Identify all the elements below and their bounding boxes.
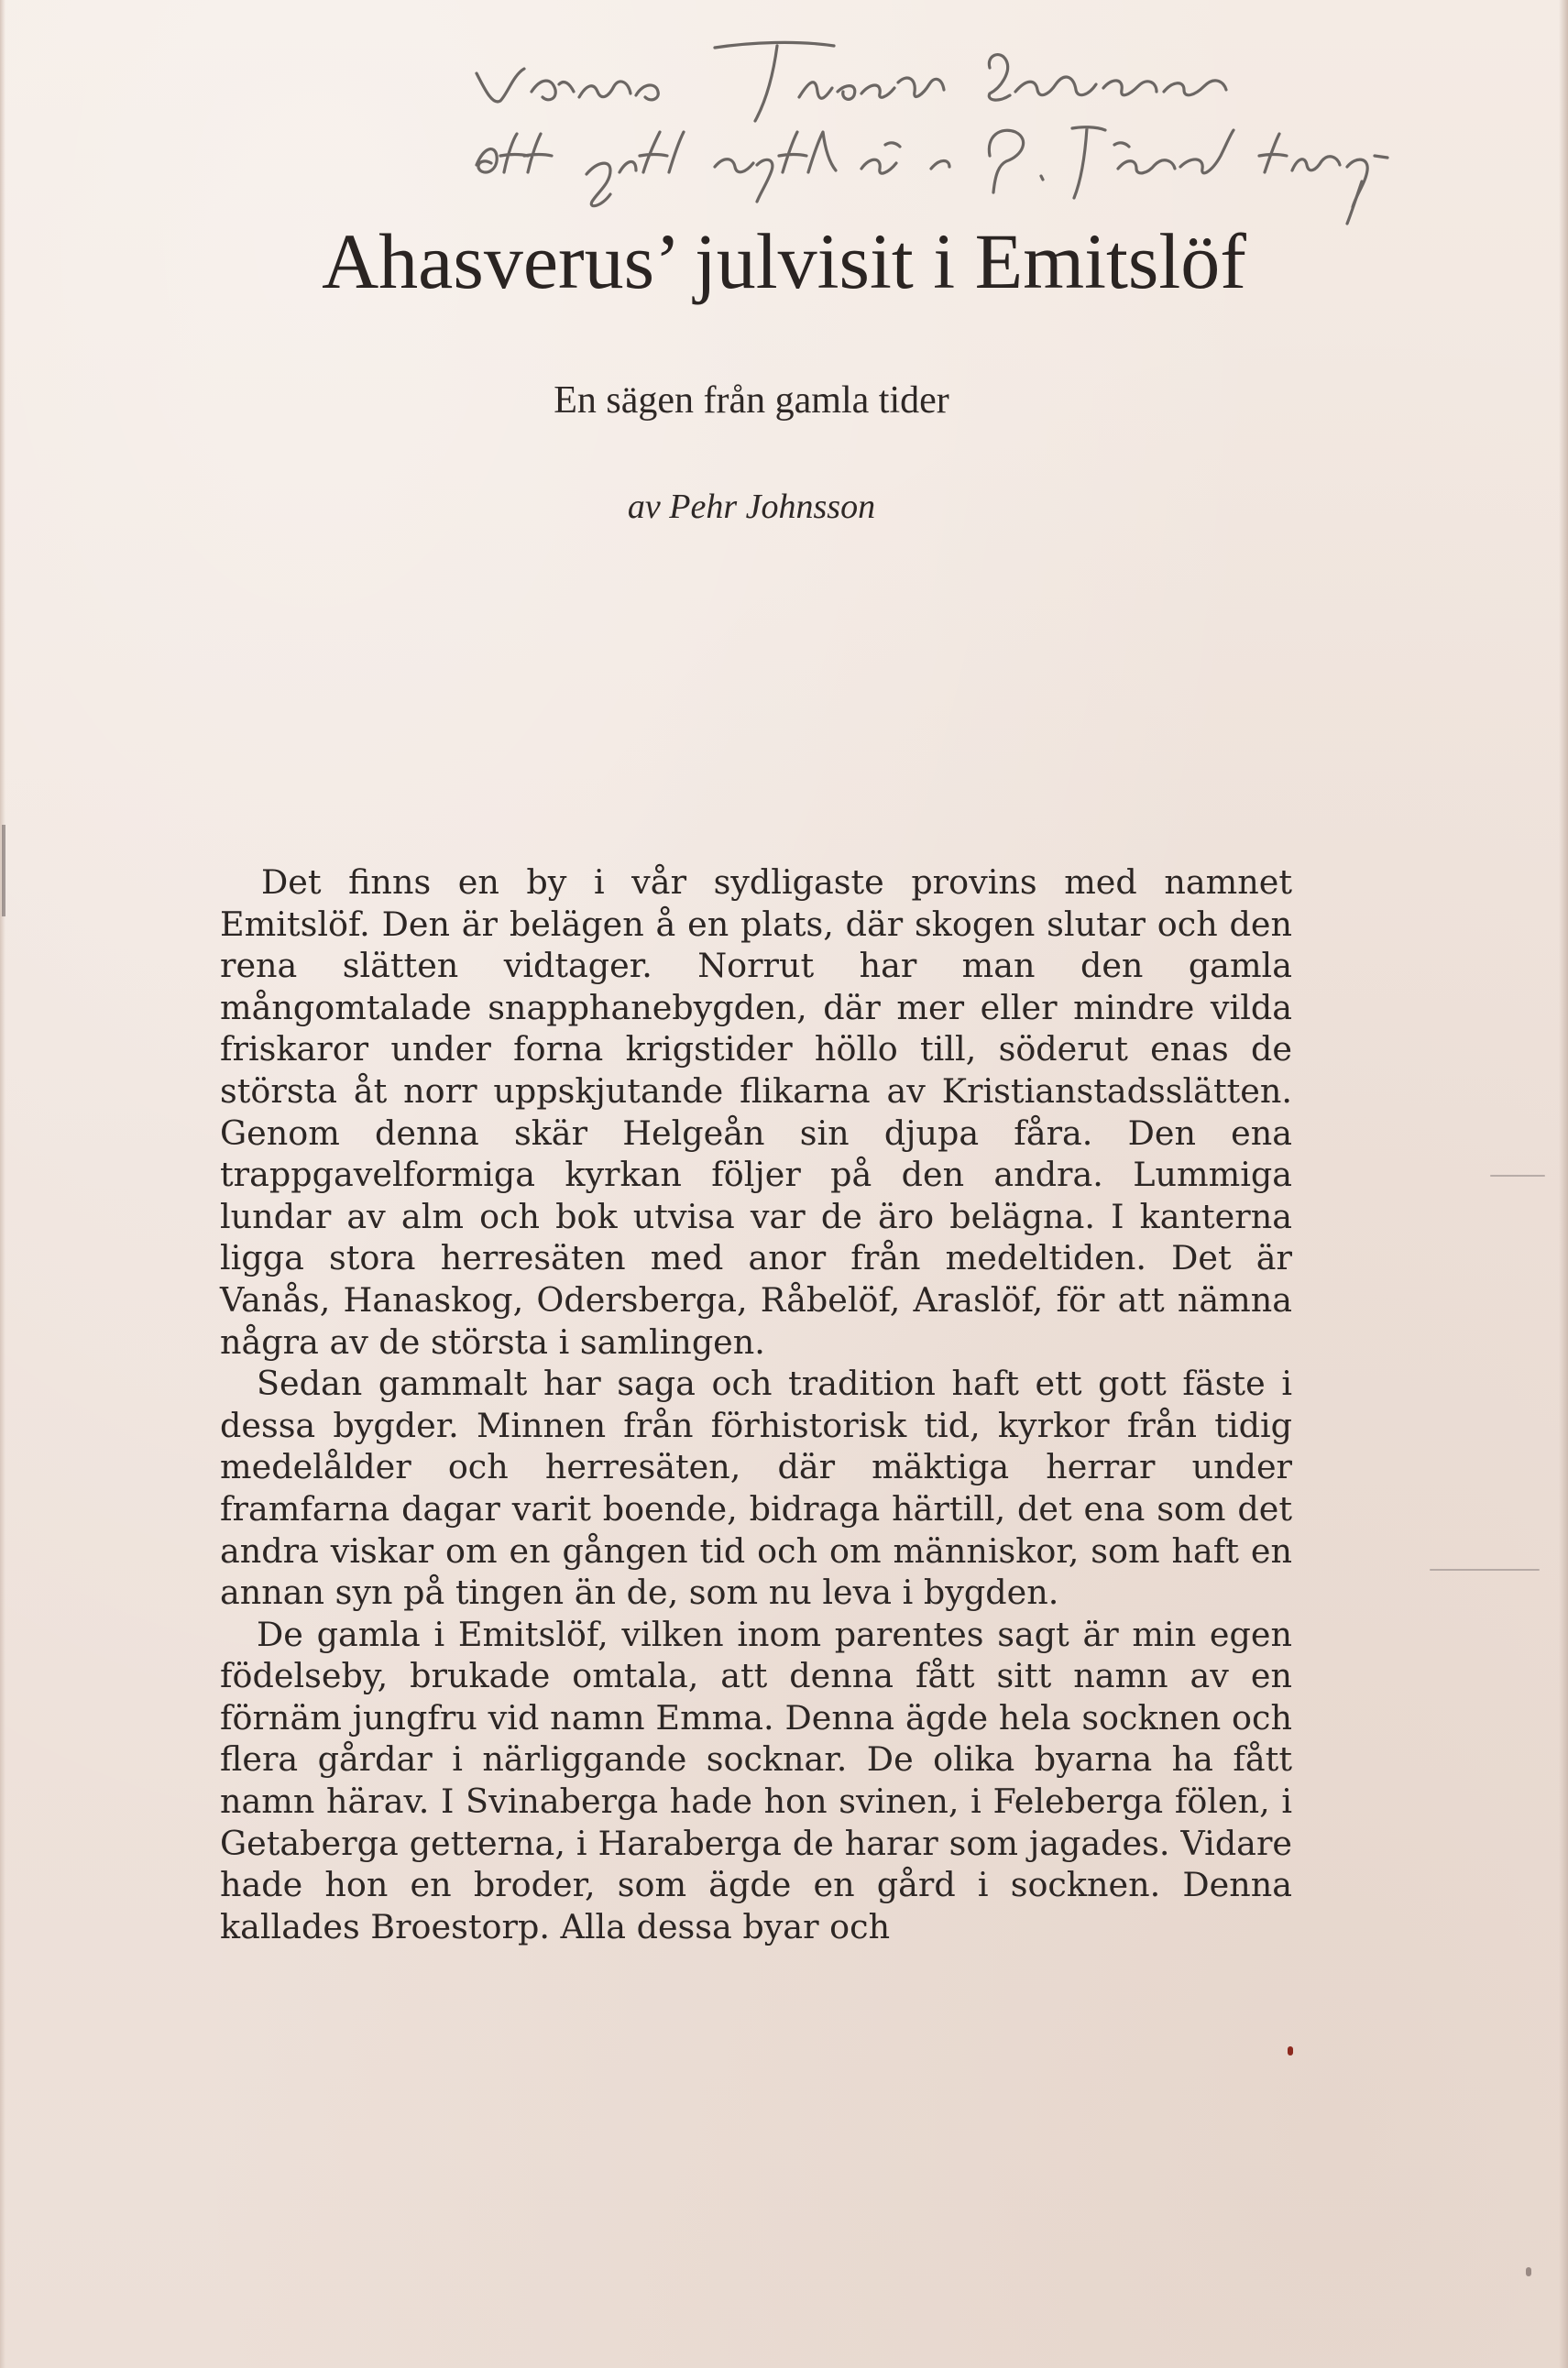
ink-spot	[1526, 2267, 1531, 2276]
page-edge-right	[1559, 0, 1568, 2368]
article-byline: av Pehr Johnsson	[627, 488, 876, 526]
margin-pencil-mark	[1490, 1175, 1545, 1177]
body-paragraph: Det finns en by i vår sydligaste provins med namnet Emitslöf. Den är belägen å en plats, där skogen slutar och den rena slätten vidtager. Norrut har man den gamla mångomtalade snapphanebygden, där mer eller mindre vilda friskaror under forna krigstider höllo till, söderut enas de största åt norr uppskjutande flikarna av Kristianstadsslätten. Genom denna skär Helgeån sin djupa fåra. Den ena trappgavelformiga kyrkan följer på den andra. Lummiga lundar av alm och bok utvisa var de äro belägna. I kanterna ligga stora herresäten med anor från medeltiden. Det är Vanås, Hanaskog, Odersberga, Råbelöf, Araslöf, för att nämna några av de största i samlingen.	[220, 862, 1292, 1362]
body-paragraph: De gamla i Emitslöf, vilken inom parentes sagt är min egen födelseby, brukade omtala, att denna fått sitt namn av en förnäm jungfru vid namn Emma. Denna ägde hela socknen och flera gårdar i närliggande socknar. De olika byarna ha fått namn härav. I Svinaberga hade hon svinen, i Feleberga fölen, i Getaberga getterna, i Haraberga de harar som jagades. Vidare hade hon en broder, som ägde en gård i socknen. Denna kallades Broestorp. Alla dessa byar och	[220, 1614, 1292, 1946]
ink-spot	[1288, 2046, 1293, 2056]
body-paragraph: Sedan gammalt har saga och tradition haft ett gott fäste i dessa bygder. Minnen från förhistorisk tid, kyrkor från tidig medelålder och herresäten, där mäktiga herrar under framfarna dagar varit boende, bidraga härtill, det ena som det andra viskar om en gången tid och om människor, som haft en annan syn på tingen än de, som nu leva i bygden.	[220, 1364, 1292, 1613]
article-subtitle: En sägen från gamla tider	[554, 379, 949, 422]
margin-pencil-mark	[1430, 1569, 1540, 1571]
margin-mark	[2, 825, 5, 916]
handwritten-inscription	[440, 18, 1521, 229]
article-title: Ahasverus’ julvisit i Emitslöf	[322, 217, 1246, 305]
article-body	[220, 861, 1292, 1947]
page-edge-left	[0, 0, 5, 2368]
